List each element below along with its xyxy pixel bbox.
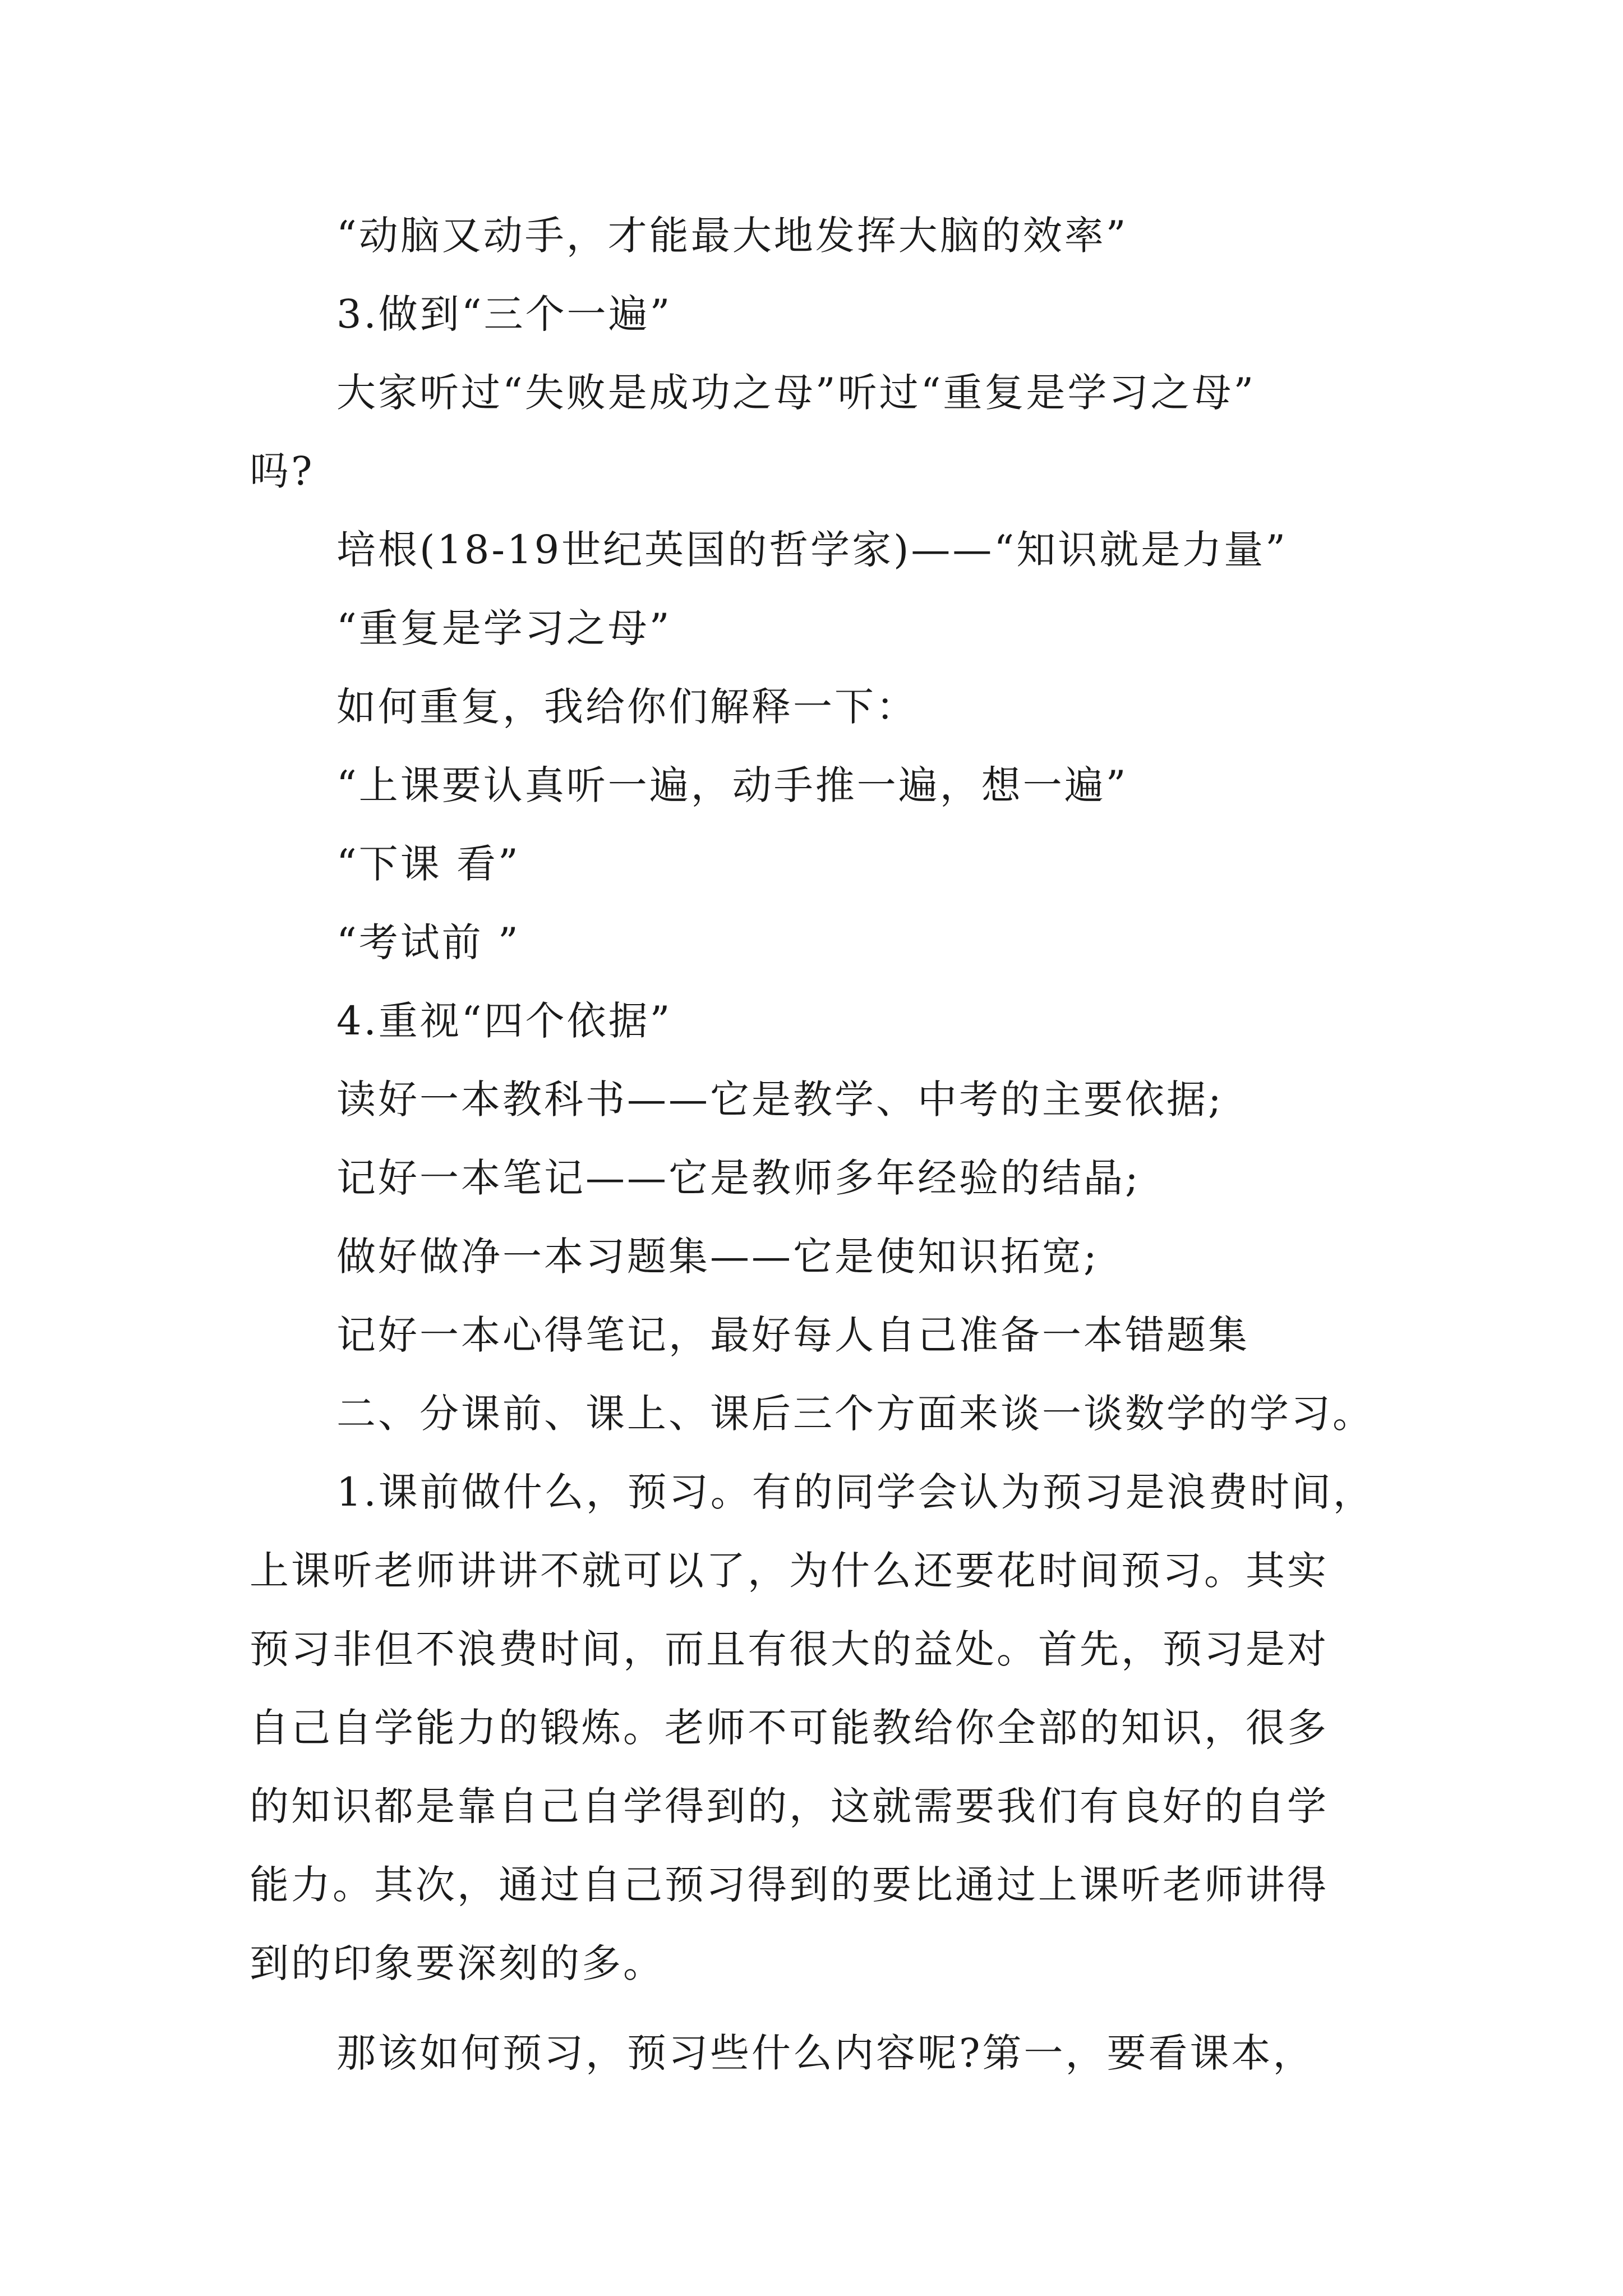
text-line-20: 自己自学能力的锻炼。老师不可能教给你全部的知识，很多 (250, 1705, 1329, 1751)
text-line-3: 大家听过“失败是成功之母”听过“重复是学习之母” (336, 370, 1256, 416)
text-line-10: “考试前 ” (336, 919, 520, 965)
text-line-11: 4.重视“四个依据” (336, 998, 672, 1044)
text-line-18: 上课听老师讲讲不就可以了，为什么还要花时间预习。其实 (250, 1548, 1329, 1594)
text-line-15: 记好一本心得笔记，最好每人自己准备一本错题集 (336, 1312, 1249, 1358)
text-line-24: 那该如何预习，预习些什么内容呢?第一，要看课本， (336, 2030, 1315, 2076)
text-line-12: 读好一本教科书——它是教学、中考的主要依据; (336, 1076, 1224, 1122)
text-line-23: 到的印象要深刻的多。 (250, 1940, 665, 1986)
text-line-6: “重复是学习之母” (336, 605, 672, 651)
text-line-14: 做好做净一本习题集——它是使知识拓宽; (336, 1234, 1099, 1280)
text-line-2: 3.做到“三个一遍” (336, 291, 672, 337)
text-line-5: 培根(18-19世纪英国的哲学家)——“知识就是力量” (336, 527, 1288, 573)
text-line-8: “上课要认真听一遍，动手推一遍，想一遍” (336, 762, 1128, 808)
text-line-7: 如何重复，我给你们解释一下： (336, 684, 917, 730)
text-line-4: 吗? (250, 448, 315, 494)
text-line-22: 能力。其次，通过自己预习得到的要比通过上课听老师讲得 (250, 1862, 1329, 1908)
text-line-9: “下课 看” (336, 841, 520, 887)
text-line-13: 记好一本笔记——它是教师多年经验的结晶; (336, 1155, 1141, 1201)
text-line-19: 预习非但不浪费时间，而且有很大的益处。首先，预习是对 (250, 1626, 1329, 1672)
text-line-21: 的知识都是靠自己自学得到的，这就需要我们有良好的自学 (250, 1783, 1329, 1829)
text-line-1: “动脑又动手，才能最大地发挥大脑的效率” (336, 213, 1128, 259)
text-line-16: 二、分课前、课上、课后三个方面来谈一谈数学的学习。 (336, 1391, 1374, 1437)
text-line-17: 1.课前做什么，预习。有的同学会认为预习是浪费时间， (336, 1469, 1375, 1515)
